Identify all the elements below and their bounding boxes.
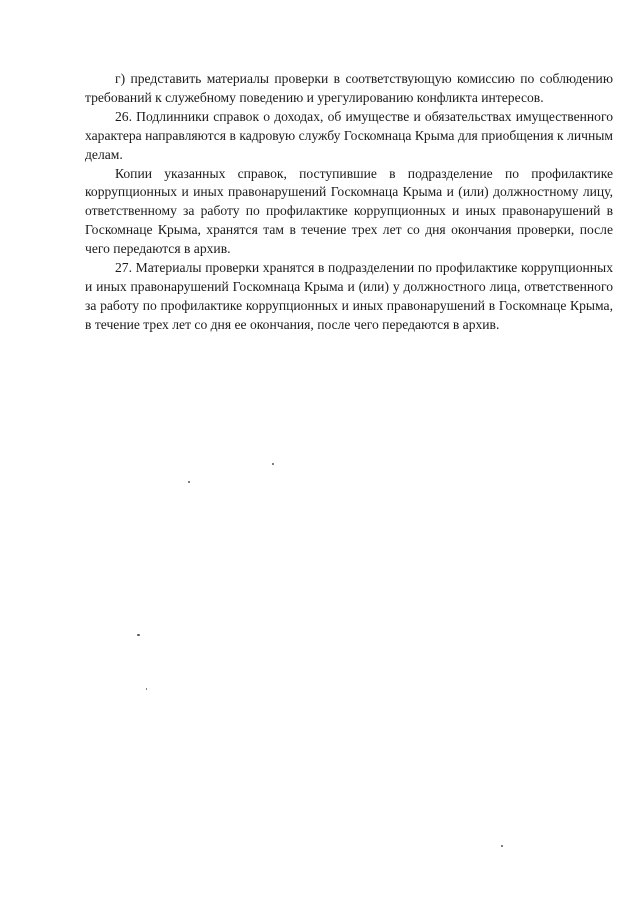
document-body [85,70,613,335]
scan-speck [146,688,147,690]
scan-speck [501,845,503,847]
scan-speck [272,463,274,465]
paragraph-item-g: г) представить материалы проверки в соответствующую комиссию по соблюдению требований к служебному поведению и урегулированию конфликта интересов. [85,71,613,105]
scan-speck [188,481,190,483]
paragraph-copies: Копии указанных справок, поступившие в подразделение по профилактике коррупционных и иных правонарушений Госкомнаца Крыма и (или) должностному лицу, ответственному за работу по профилактике коррупционных и иных правонарушений в Госкомнаце Крыма, хранятся там в течение трех лет со дня окончания проверки, после чего передаются в архив. [85,165,613,257]
paragraph-27: 27. Материалы проверки хранятся в подразделении по профилактике коррупционных и иных правонарушений Госкомнаца Крыма и (или) у должностного лица, ответственного за работу по профилактике коррупционных и иных правонарушений в Госкомнаце Крыма, в течение трех лет со дня ее окончания, после чего передаются в архив. [85,260,613,332]
scan-speck [137,634,140,636]
paragraph-26: 26. Подлинники справок о доходах, об имуществе и обязательствах имущественного характера направляются в кадровую службу Госкомнаца Крыма для приобщения к личным делам. [85,108,613,162]
